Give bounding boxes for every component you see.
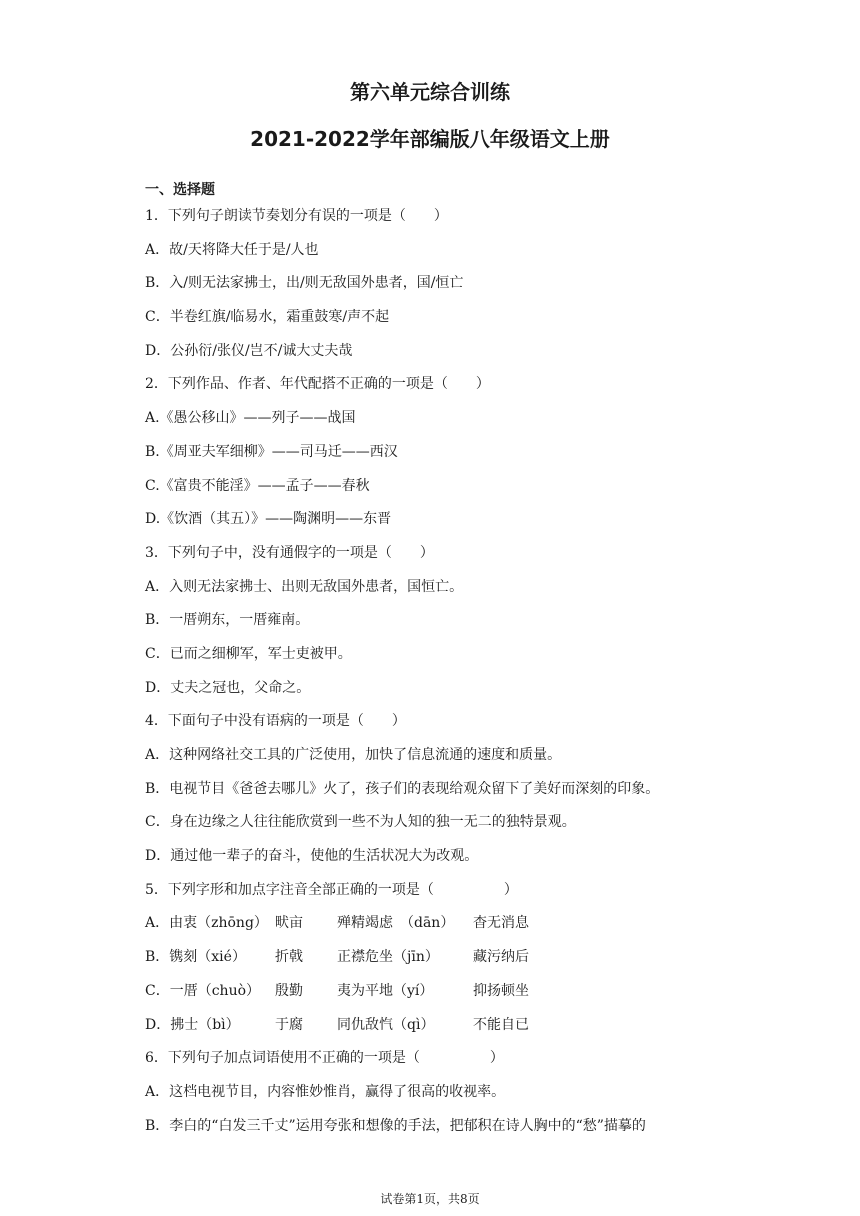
option-cell: B．镌刻（xié） bbox=[145, 949, 246, 966]
option-line: B．入/则无法家拂士，出/则无敌国外患者，国/恒亡 bbox=[145, 275, 464, 292]
option-line: A．这档电视节目，内容惟妙惟肖，赢得了很高的收视率。 bbox=[145, 1083, 506, 1100]
option-cell: 正襟危坐（jīn） bbox=[337, 949, 439, 966]
option-cell: C．一厝（chuò） bbox=[145, 982, 261, 999]
option-cell: 杳无消息 bbox=[473, 915, 529, 932]
option-line: C．半卷红旗/临易水，霜重鼓寒/声不起 bbox=[145, 309, 390, 326]
option-line: D．公孙衍/张仪/岂不/诚大丈夫哉 bbox=[145, 342, 353, 359]
exam-title: 第六单元综合训练 bbox=[350, 80, 510, 104]
option-line: D.《饮酒（其五）》——陶渊明——东晋 bbox=[145, 511, 392, 528]
question-line: 6．下列句子加点词语使用不正确的一项是（ ） bbox=[145, 1050, 504, 1067]
option-line: B．李白的“白发三千丈”运用夸张和想像的手法，把郁积在诗人胸中的“愁”描摹的 bbox=[145, 1117, 646, 1134]
question-list bbox=[145, 206, 785, 1149]
option-line bbox=[145, 947, 785, 981]
option-line bbox=[145, 981, 785, 1015]
option-cell: 不能自已 bbox=[473, 1016, 529, 1033]
option-cell: 折戟 bbox=[275, 949, 303, 966]
option-line: C.《富贵不能淫》——孟子——春秋 bbox=[145, 477, 370, 494]
section-heading: 一、选择题 bbox=[145, 182, 215, 198]
question-line: 3．下列句子中，没有通假字的一项是（ ） bbox=[145, 544, 434, 561]
question-line: 1．下列句子朗读节奏划分有误的一项是（ ） bbox=[145, 208, 448, 224]
option-line: A.《愚公移山》——列子——战国 bbox=[145, 410, 356, 427]
option-line: C．已而之细柳军，军士吏被甲。 bbox=[145, 645, 352, 662]
option-cell: 藏污纳后 bbox=[473, 949, 529, 966]
option-line: A．入则无法家拂士、出则无敌国外患者，国恒亡。 bbox=[145, 578, 464, 595]
option-cell: 殚精竭虑 （dān） bbox=[337, 915, 455, 932]
option-cell: 畎亩 bbox=[275, 915, 303, 932]
option-cell: D．拂士（bì） bbox=[145, 1016, 240, 1033]
option-line: B.《周亚夫军细柳》——司马迁——西汉 bbox=[145, 443, 398, 460]
option-cell: 同仇敌忾（qì） bbox=[337, 1016, 435, 1033]
option-cell: 抑扬顿坐 bbox=[473, 982, 529, 999]
option-line: C．身在边缘之人往往能欣赏到一些不为人知的独一无二的独特景观。 bbox=[145, 814, 576, 831]
option-cell: 夷为平地（yí） bbox=[337, 982, 434, 999]
option-line: A．故/天将降大任于是/人也 bbox=[145, 241, 319, 258]
page-footer: 试卷第1页，共8页 bbox=[380, 1192, 480, 1206]
exam-subtitle: 2021-2022学年部编版八年级语文上册 bbox=[250, 127, 610, 151]
option-cell: 于腐 bbox=[275, 1016, 303, 1033]
option-line: B．电视节目《爸爸去哪儿》火了，孩子们的表现给观众留下了美好而深刻的印象。 bbox=[145, 780, 660, 797]
option-line: A．这种网络社交工具的广泛使用，加快了信息流通的速度和质量。 bbox=[145, 747, 562, 763]
question-line: 4．下面句子中没有语病的一项是（ ） bbox=[145, 713, 406, 730]
question-line: 2．下列作品、作者、年代配搭不正确的一项是（ ） bbox=[145, 376, 490, 393]
option-cell: A．由衷（zhōng） bbox=[145, 915, 268, 932]
option-line: D．丈夫之冠也，父命之。 bbox=[145, 679, 311, 696]
option-line: D．通过他一辈子的奋斗，使他的生活状况大为改观。 bbox=[145, 848, 479, 865]
question-line: 5．下列字形和加点字注音全部正确的一项是（ ） bbox=[145, 881, 518, 898]
option-line: B．一厝朔东，一厝雍南。 bbox=[145, 612, 310, 629]
option-line bbox=[145, 1015, 785, 1049]
option-line bbox=[145, 913, 785, 947]
option-cell: 殷勤 bbox=[275, 982, 303, 999]
